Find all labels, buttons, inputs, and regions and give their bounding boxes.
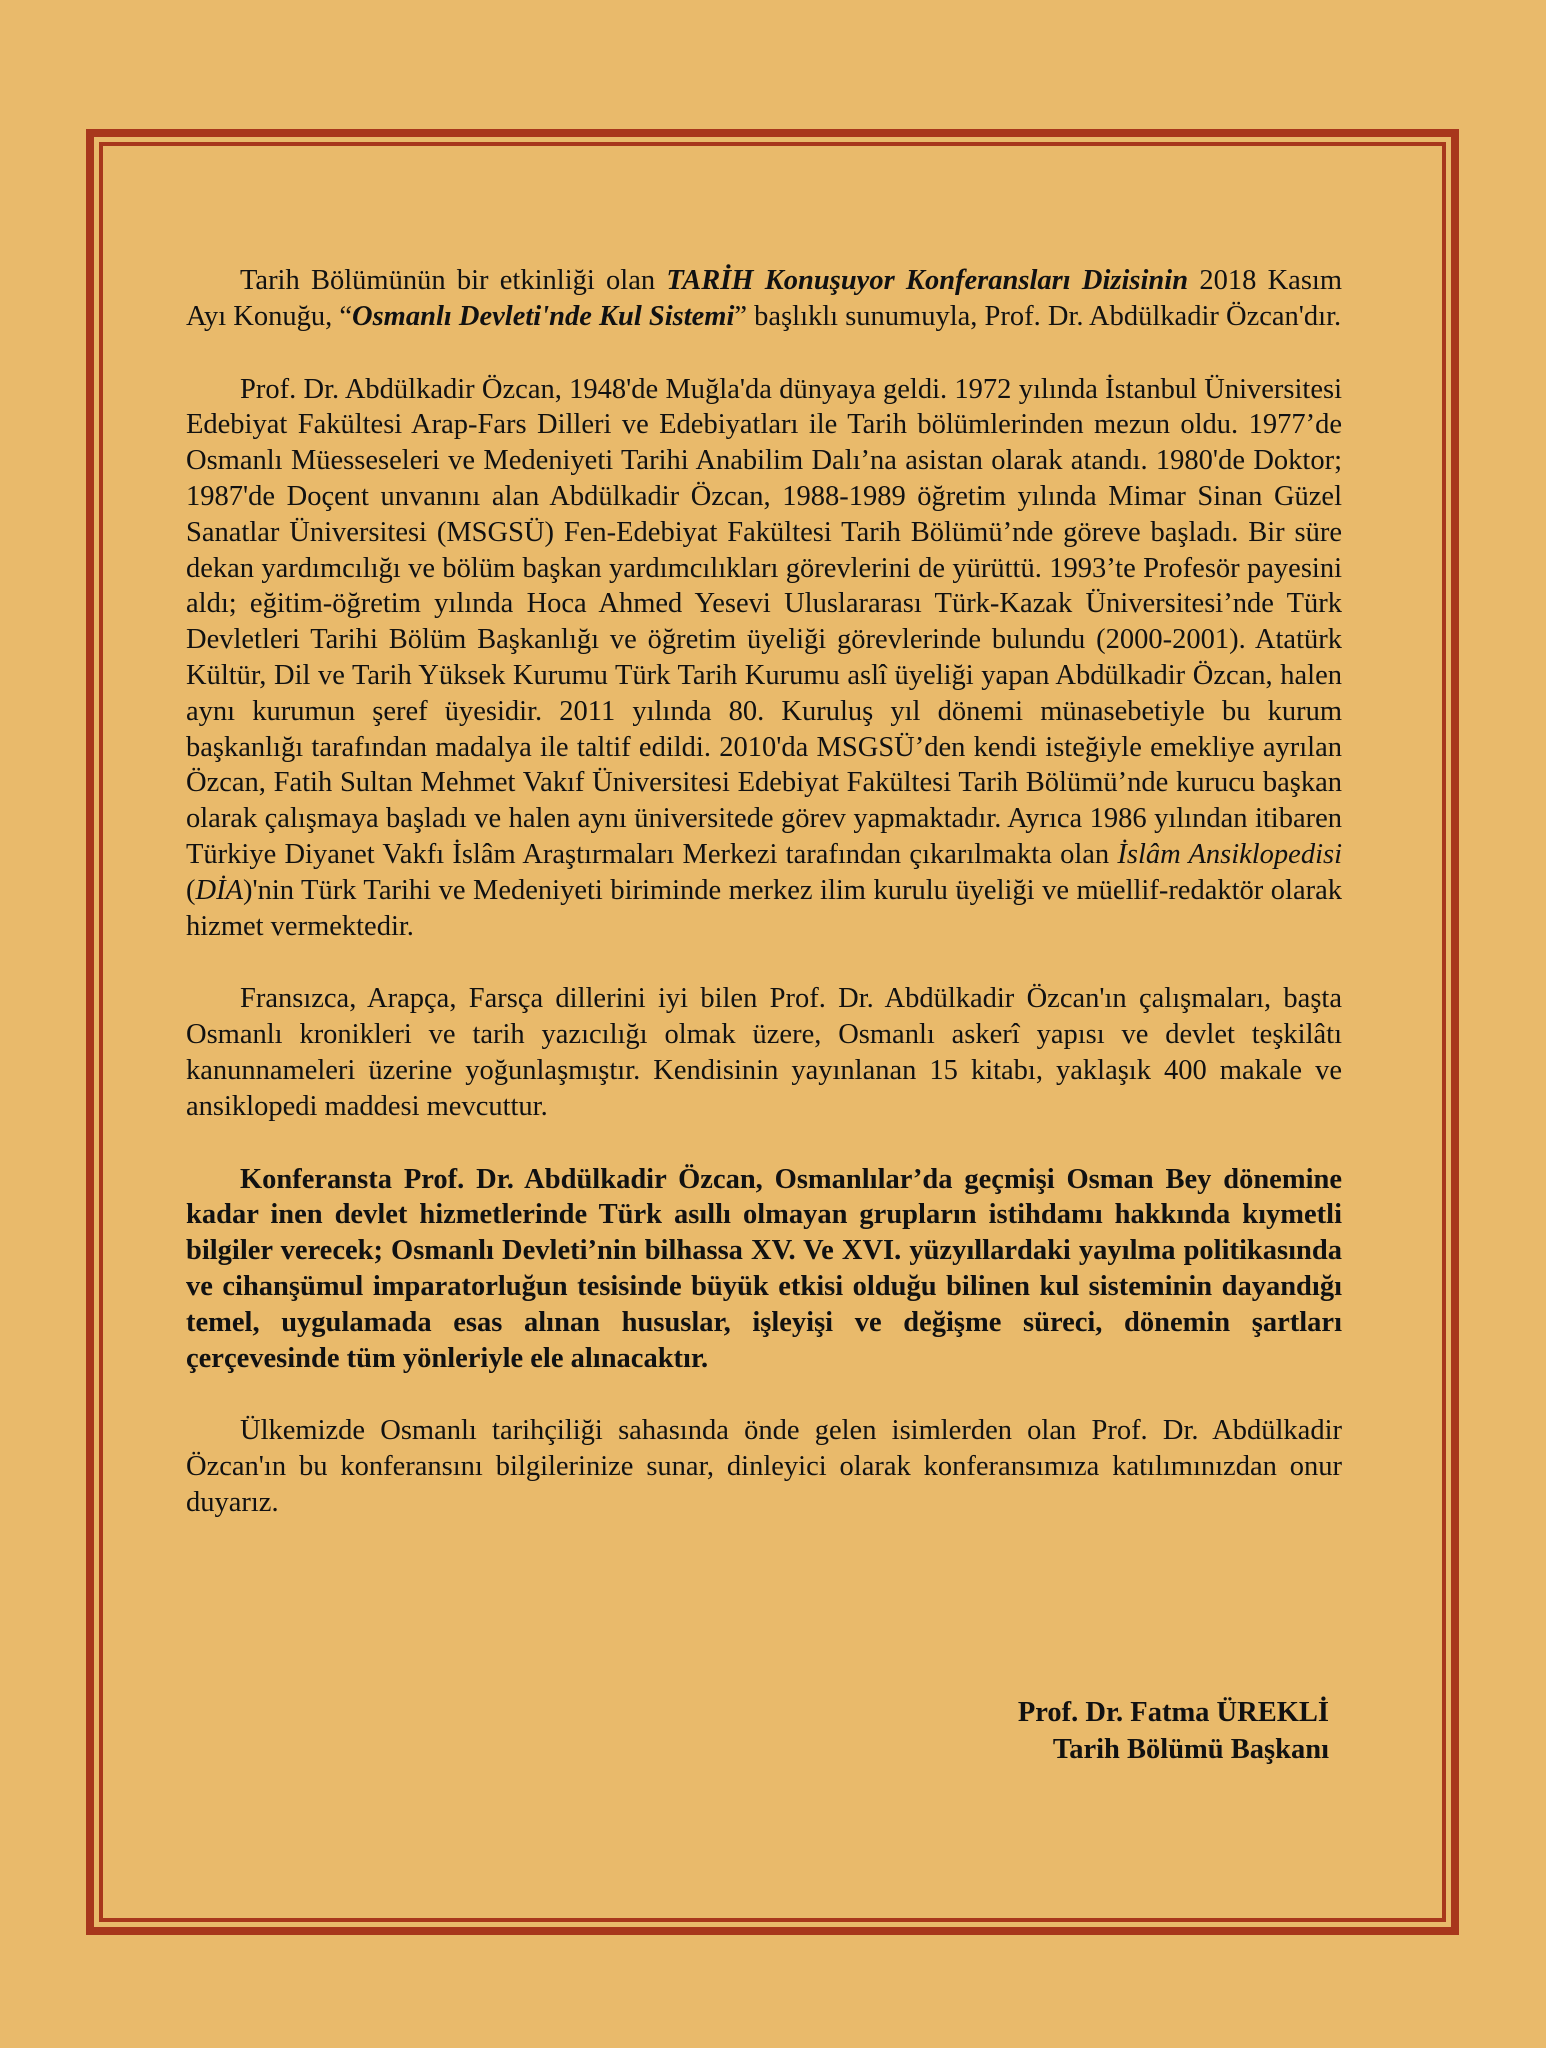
intro-paragraph — [186, 263, 1342, 335]
signature-title: Tarih Bölümü Başkanı — [1052, 1734, 1329, 1765]
encyclopedia-abbr: DİA — [195, 874, 243, 906]
talk-title: Osmanlı Devleti'nde Kul Sistemi — [352, 300, 735, 332]
biography-text-2: ( — [186, 874, 196, 906]
biography-paragraph — [186, 372, 1342, 945]
signature-name: Prof. Dr. Fatma ÜREKLİ — [1017, 1697, 1329, 1728]
encyclopedia-title: İslâm Ansiklopedisi — [1117, 838, 1343, 870]
biography-text-3: )'nin Türk Tarihi ve Medeniyeti biriminde merkez ilim kurulu üyeliği ve müellif-redaktör olarak hizmet vermektedir. — [186, 874, 1342, 942]
biography-text-1: Prof. Dr. Abdülkadir Özcan, 1948'de Muğla'da dünyaya geldi. 1972 yılında İstanbul Üniversitesi Edebiyat Fakültesi Arap-Fars Dilleri ve Edebiyatları ile Tarih bölümlerinden mezun oldu. 1977’de Osmanlı Müesseseleri ve Medeniyeti Tarihi Anabilim Dalı’na asistan olarak atandı. 1980'de Doktor; 1987'de Doçent unvanını alan Abdülkadir Özcan, 1988-1989 öğretim yılında Mimar Sinan Güzel Sanatlar Üniversitesi (MSGSÜ) Fen-Edebiyat Fakültesi Tarih Bölümü’nde göreve başladı. Bir süre dekan yardımcılığı ve bölüm başkan yardımcılıkları görevlerini de yürüttü. 1993’te Profesör payesini aldı; eğitim-öğretim yılında Hoca Ahmed Yesevi Uluslararası Türk-Kazak Üniversitesi’nde Türk Devletleri Tarihi Bölüm Başkanlığı ve öğretim üyeliği görevlerinde bulundu (2000-2001). Atatürk Kültür, Dil ve Tarih Yüksek Kurumu Türk Tarih Kurumu aslî üyeliği yapan Abdülkadir Özcan, halen aynı kurumun şeref üyesidir. 2011 yılında 80. Kuruluş yıl dönemi münasebetiyle bu kurum başkanlığı tarafından madalya ile taltif edildi. 2010'da MSGSÜ’den kendi isteğiyle emekliye ayrılan Özcan, Fatih Sultan Mehmet Vakıf Üniversitesi Edebiyat Fakültesi Tarih Bölümü’nde kurucu başkan olarak çalışmaya başladı ve halen aynı üniversitede görev yapmaktadır. Ayrıca 1986 yılından itibaren Türkiye Diyanet Vakfı İslâm Araştırmaları Merkezi tarafından çıkarılmakta olan — [186, 373, 1342, 870]
intro-text-1: Tarih Bölümünün bir etkinliği olan — [240, 265, 667, 296]
series-title: TARİH Konuşuyor Konferansları Dizisinin — [666, 265, 1189, 296]
document-body — [186, 263, 1342, 1521]
works-paragraph: Fransızca, Arapça, Farsça dillerini iyi bilen Prof. Dr. Abdülkadir Özcan'ın çalışmaları, başta Osmanlı kronikleri ve tarih yazıcılığı olmak üzere, Osmanlı askerî yapısı ve devlet teşkilâtı kanunnameleri üzerine yoğunlaşmıştır. Kendisinin yayınlanan 15 kitabı, yaklaşık 400 makale ve ansiklopedi maddesi mevcuttur. — [186, 983, 1342, 1122]
signature-block — [900, 1694, 1329, 1768]
intro-text-2: 2018 Kasım Ayı Konuğu, “ — [186, 265, 1342, 332]
intro-text-3: ” başlıklı sunumuyla, Prof. Dr. Abdülkadir Özcan'dır. — [734, 300, 1342, 332]
closing-paragraph: Ülkemizde Osmanlı tarihçiliği sahasında önde gelen isimlerden olan Prof. Dr. Abdülkadir Özcan'ın bu konferansını bilgilerinize sunar, dinleyici olarak konferansımıza katılımınızdan onur duyarız. — [186, 1415, 1342, 1518]
conference-paragraph: Konferansta Prof. Dr. Abdülkadir Özcan, Osmanlılar’da geçmişi Osman Bey dönemine kadar inen devlet hizmetlerinde Türk asıllı olmayan grupların istihdamı hakkında kıymetli bilgiler verecek; Osmanlı Devleti’nin bilhassa XV. Ve XVI. yüzyıllardaki yayılma politikasında ve cihanşümul imparatorluğun tesisinde büyük etkisi olduğu bilinen kul sisteminin dayandığı temel, uygulamada esas alınan hususlar, işleyişi ve değişme süreci, dönemin şartları çerçevesinde tüm yönleriyle ele alınacaktır. — [186, 1163, 1342, 1374]
